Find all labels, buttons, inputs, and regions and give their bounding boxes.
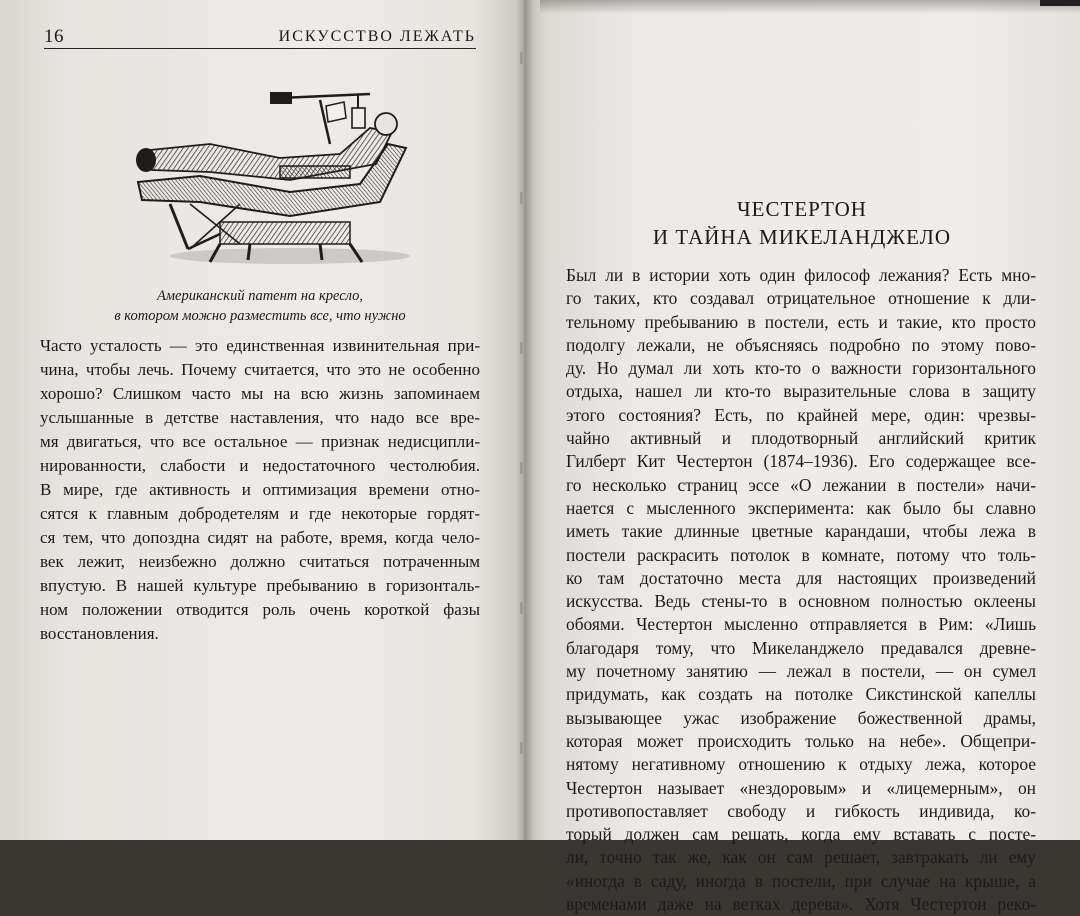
text-line: подолгу лежали, не объясняясь подробно по этому пово- [566,334,1036,355]
text-line: чина, чтобы лечь. Почему считается, что это не особенно [40,360,480,379]
text-line: го несколько страниц эссе «О лежании в постели» начи- [566,474,1036,495]
text-line: обоями. Честертон мысленно отправляется в Рим: «Лишь [566,614,1036,635]
text-line: этого состояния? Есть, по крайней мере, один: чрезвы- [566,404,1036,425]
book-gutter [516,0,534,840]
text-line: вызывающее ужас изображение божественной драмы, [566,707,1036,728]
page-shadow [540,0,1080,14]
text-line: ко там достаточно места для настоящих произведений [566,567,1036,588]
chapter-title-line1: ЧЕСТЕРТОН [737,197,867,221]
binding-stitch [520,52,523,64]
text-line: тельному пребыванию в постели, есть и такие, кто просто [566,311,1036,332]
text-line: впустую. В нашей культуре пребыванию в горизонталь- [40,576,480,595]
binding-stitch [520,192,523,204]
text-line: ду. Но думал ли хоть кто-то о важности горизонтального [566,358,1036,379]
text-line: ном положении отводится роль очень короткой фазы [40,600,480,619]
running-title: ИСКУССТВО ЛЕЖАТЬ [278,28,476,45]
illustration-caption [60,286,460,326]
text-line: нированности, слабости и недостаточного честолюбия. [40,456,480,475]
text-line: противопоставляет свободу и гибкость индивида, ко- [566,800,1036,821]
text-line: ли, точно так же, как он сам решает, завтракать ли ему [566,847,1036,868]
text-line: хорошо? Слишком часто мы на всю жизнь запоминаем [40,384,480,403]
text-line: торый должен сам решать, когда ему вставать с посте- [566,824,1036,845]
text-line: Часто усталость — это единственная извинительная при- [40,336,480,355]
binding-stitch [520,742,523,754]
caption-line: Американский патент на кресло, [156,288,364,304]
binding-stitch [520,602,523,614]
text-line: сятся к главным добродетелям и где некоторые гордят- [40,504,480,523]
caption-line: в котором можно разместить все, что нужно [114,308,406,324]
left-body-text [40,334,480,646]
text-line: Был ли в истории хоть один философ лежания? Есть мно- [566,265,1036,285]
text-line: постели раскрасить потолок в комнате, потому что толь- [566,544,1036,565]
text-line: ся тем, что допоздна сидят на работе, время, когда чело- [40,528,480,547]
text-line: отдыха, нашел ли кто-то выразительные слова в защиту [566,381,1036,402]
text-line: «иногда в саду, иногда в постели, при случае на крыше, а [566,870,1036,891]
page-number: 16 [44,26,64,47]
text-line: иметь такие длинные цветные карандаши, чтобы лежа в [566,521,1036,542]
text-line: благодаря тому, что Микеланджело предавался древне- [566,637,1036,658]
text-line: нается с мысленного эксперимента: как было бы славно [566,497,1036,518]
text-line: восстановления. [40,624,159,643]
text-line: му почетному занятию — лежал в постели, — он сумел [566,661,1036,682]
binding-stitch [520,462,523,474]
text-line: услышанные в детстве наставления, что надо все вре- [40,408,480,427]
text-line: чайно активный и плодотворный английский критик [566,428,1036,449]
chapter-title-line2: И ТАЙНА МИКЕЛАНДЖЕЛО [652,225,952,249]
right-body-text [566,264,1036,916]
text-line: придумать, как создать на потолке Сикстинской капеллы [566,684,1036,705]
text-line: Честертон называет «нездоровым» и «лицемерным», он [566,777,1036,798]
text-line: искусства. Ведь стены-то в основном полностью оклеены [566,591,1036,612]
page-header [44,14,476,49]
text-line: го таких, кто создавал отрицательное отношение к дли- [566,288,1036,309]
reclining-chair-illustration [130,84,420,274]
background-edge [1040,0,1080,6]
left-page [0,0,524,840]
text-line: Гилберт Кит Честертон (1874–1936). Его содержащее все- [566,451,1036,472]
text-line: мя двигаться, что все остальное — признак недисципли- [40,432,480,451]
text-line: век лежит, неизбежно должно считаться потраченным [40,552,480,571]
text-line: нятому негативному отношению к отдыху лежа, которое [566,754,1036,775]
text-line: В мире, где активность и оптимизация времени отно- [40,480,480,499]
text-line: которая может происходить только на небе». Общепри- [566,730,1036,751]
text-line: временами даже на ветках дерева». Хотя Честертон реко- [566,894,1036,915]
binding-stitch [520,342,523,354]
